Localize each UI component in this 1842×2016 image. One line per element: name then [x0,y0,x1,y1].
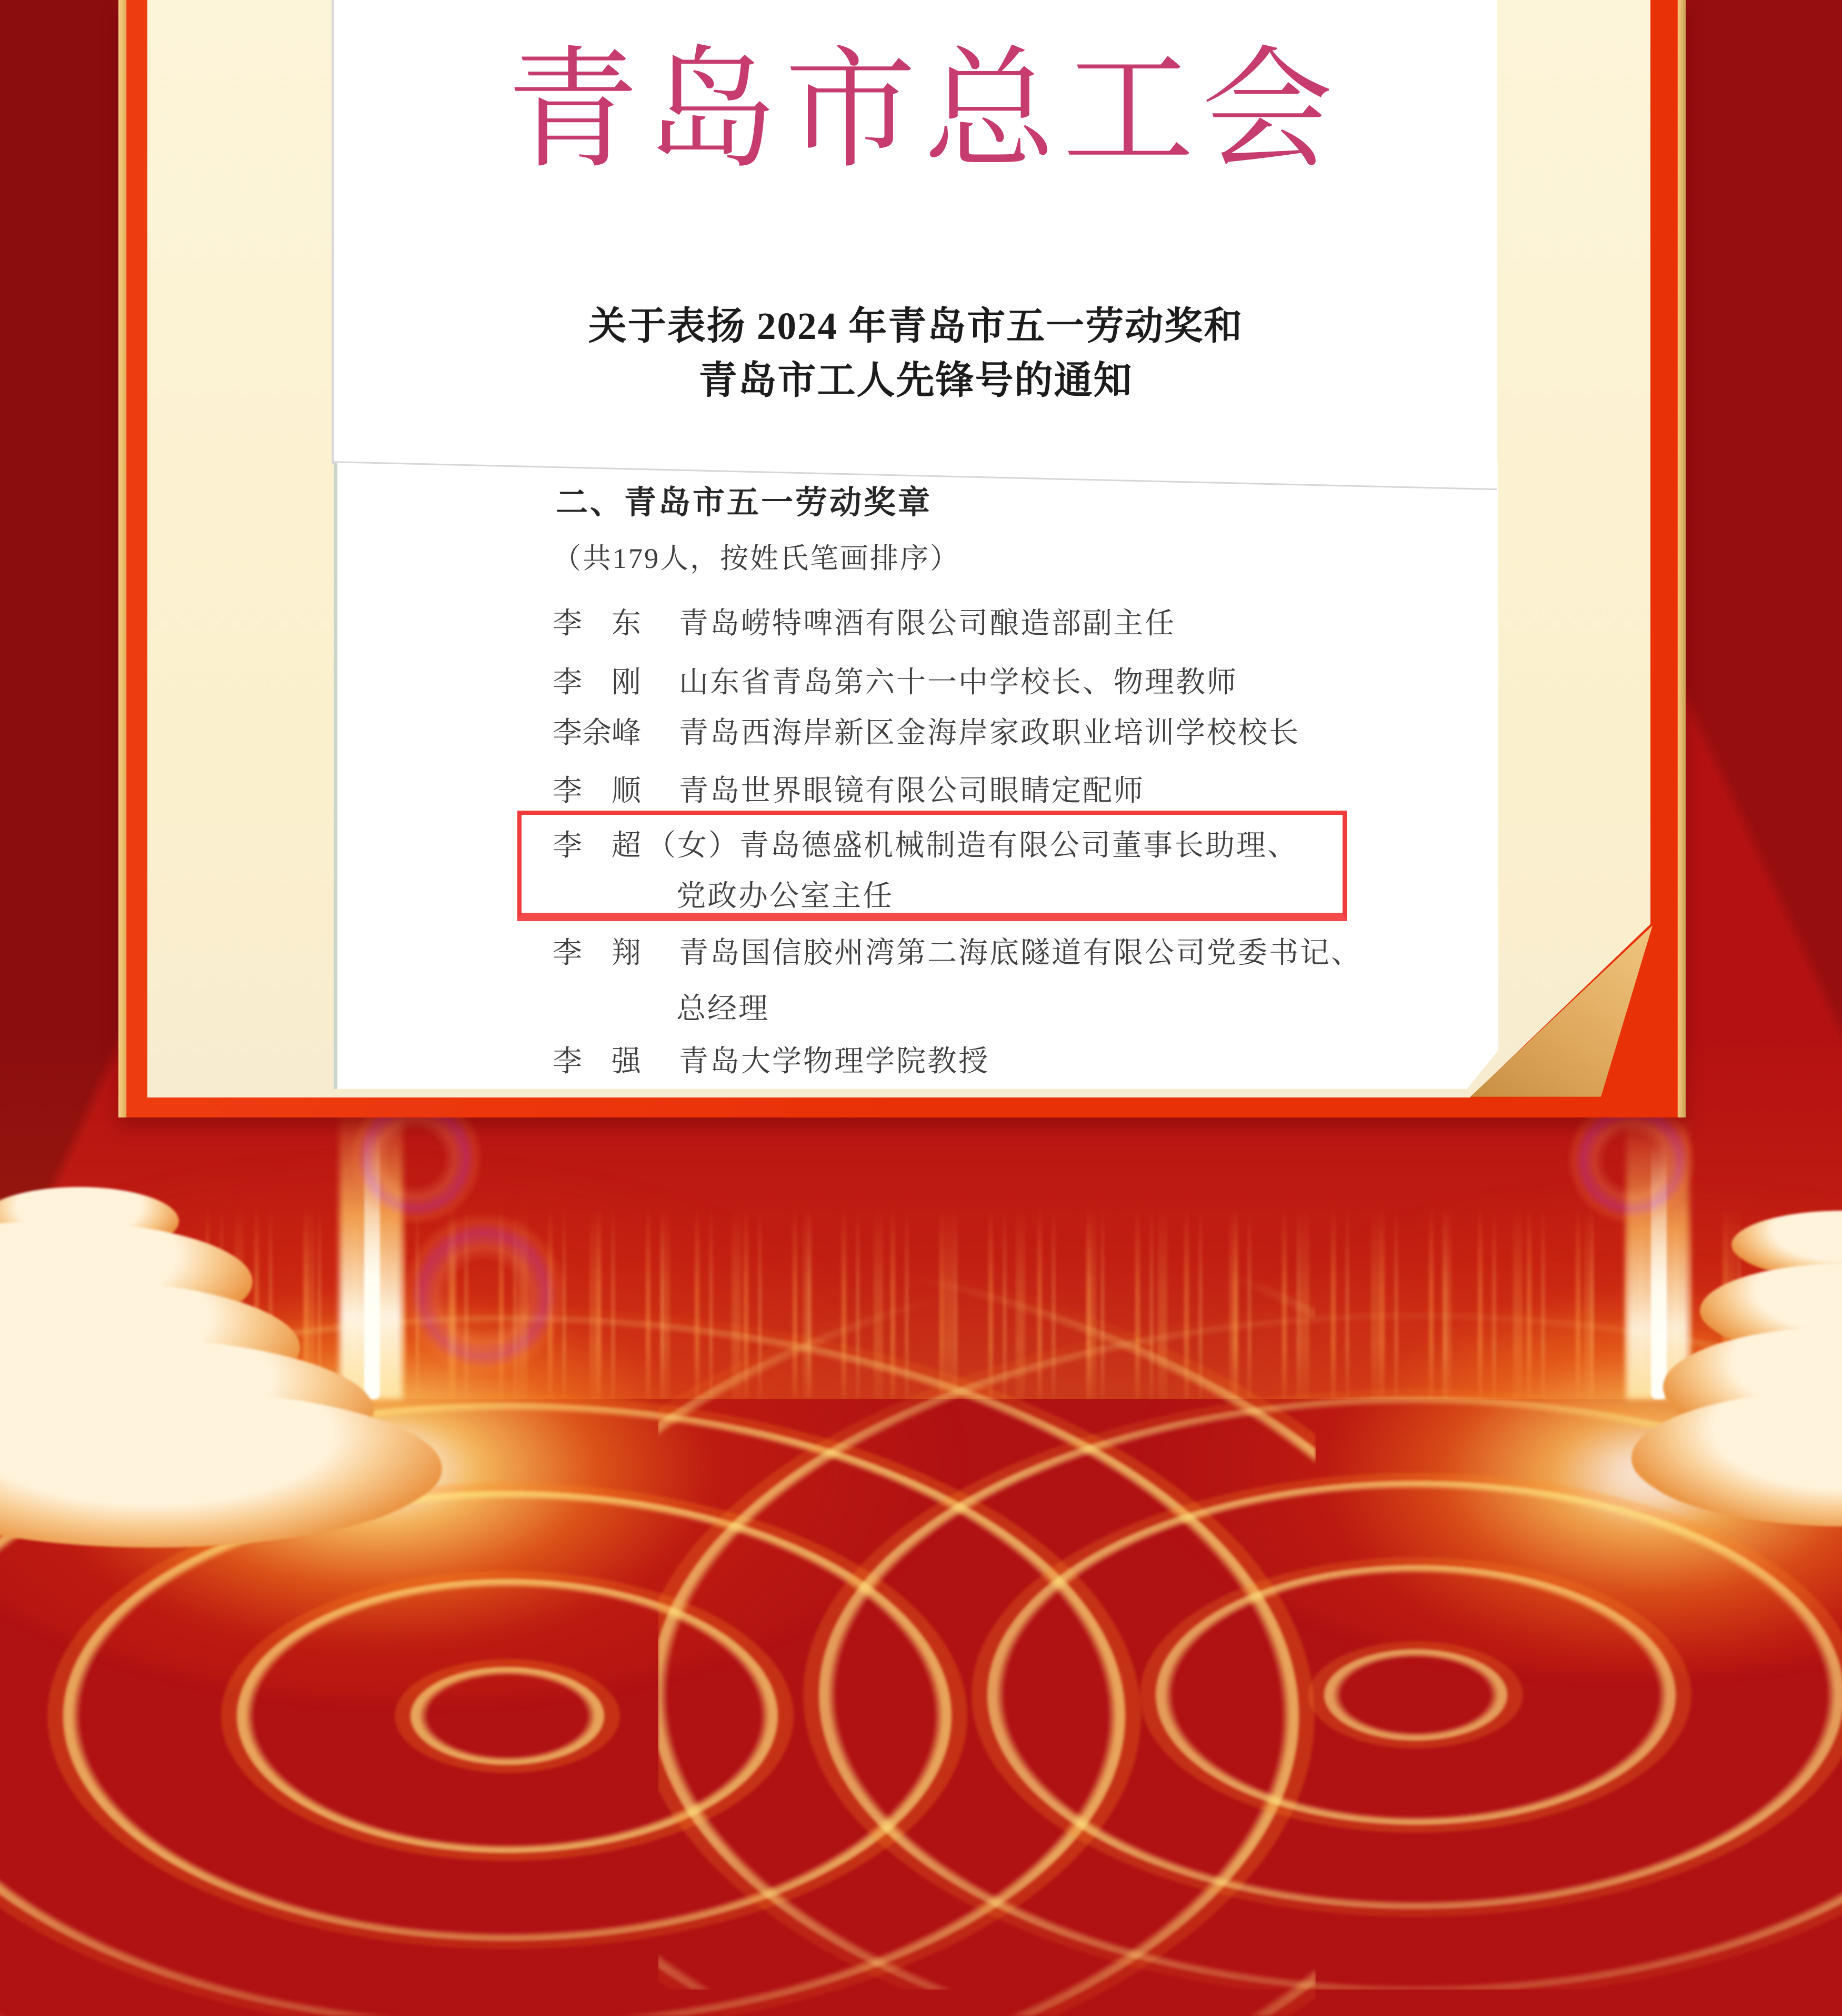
awardee-description: 青岛大学物理学院教授 [679,1045,989,1078]
awardee-description: 青岛崂特啤酒有限公司酿造部副主任 [679,607,1176,640]
awardee-name: 李余峰 [553,717,641,750]
award-list-item [553,1038,989,1080]
document-page-top [332,0,1497,464]
notice-title-line2: 青岛市工人先锋号的通知 [698,359,1133,402]
awardee-name: 李 超 [553,830,641,862]
awardee-name: 李 顺 [553,775,641,807]
award-list-item-highlighted [553,822,1298,864]
section-heading: 二、青岛市五一劳动奖章 [556,485,933,521]
award-list-item [553,930,1362,972]
union-title: 青岛市总工会 [507,38,1340,184]
awardee-description: 山东省青岛第六十一中学校长、物理教师 [679,666,1238,699]
section-note: （共179人，按姓氏笔画排序） [553,543,960,574]
awardee-description: （女）青岛德盛机械制造有限公司董事长助理、 [646,830,1298,862]
awardee-description: 青岛西海岸新区金海岸家政职业培训学校校长 [679,717,1300,750]
award-list-item [553,767,1145,810]
awardee-name: 李 刚 [553,666,641,699]
awardee-name: 李 强 [553,1045,641,1078]
awardee-description-continuation: 党政办公室主任 [676,880,894,913]
notice-title-line1: 关于表扬 2024 年青岛市五一劳动奖和 [588,305,1244,347]
awardee-name: 李 翔 [553,937,641,970]
awardee-description: 青岛国信胶州湾第二海底隧道有限公司党委书记、 [679,937,1362,970]
award-list-item [553,659,1238,701]
awardee-description-continuation: 总经理 [676,993,769,1025]
award-list-item [553,600,1176,642]
notice-title [334,299,1497,407]
awardee-name: 李 东 [553,607,641,640]
awardee-description: 青岛世界眼镜有限公司眼睛定配师 [679,775,1145,807]
award-list-item [553,710,1300,752]
